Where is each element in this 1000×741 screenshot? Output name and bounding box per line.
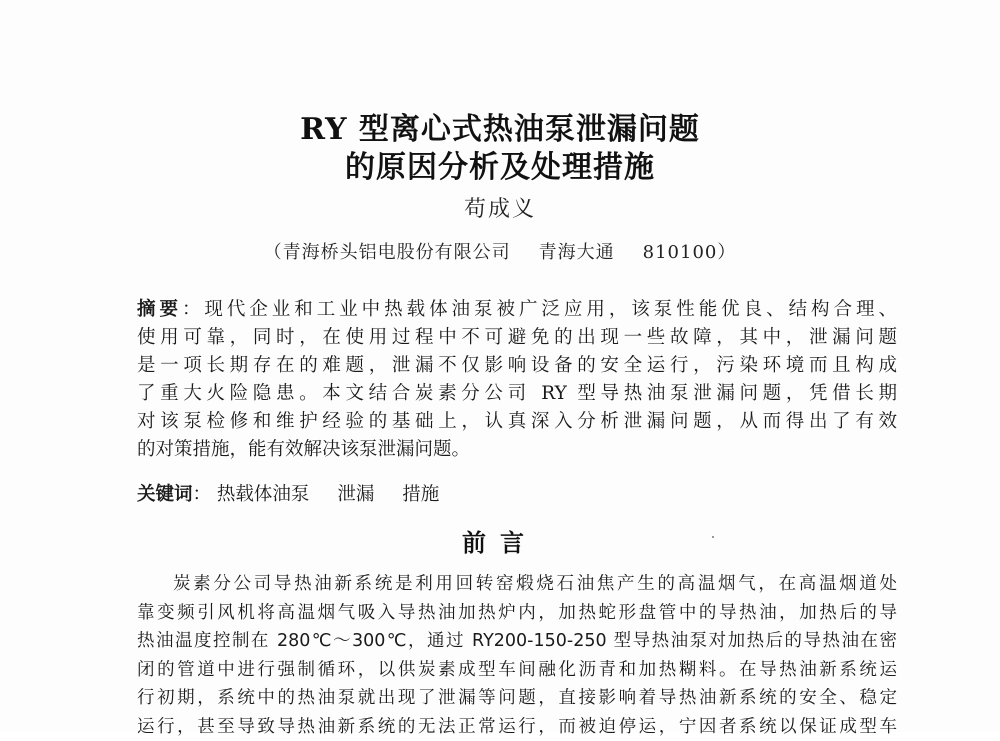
section-body-preface	[137, 570, 897, 741]
keywords-label: 关键词	[137, 484, 193, 505]
abstract-line: 了重大火险隐患。本文结合炭素分公司 RY 型导热油泵泄漏问题，凭借长期	[137, 380, 897, 408]
affiliation-postcode: 810100	[643, 242, 718, 263]
body-line: 热油温度控制在 280℃～300℃，通过 RY200-150-250 型导热油泵对加热后的导热油在密	[137, 627, 897, 656]
abstract-line: 是一项长期存在的难题，泄漏不仅影响设备的安全运行，污染环境而且构成	[137, 352, 897, 380]
abstract-line: 对该泵检修和维护经验的基础上，认真深入分析泄漏问题，从而得出了有效	[137, 408, 897, 436]
abstract-line: 摘要：现代企业和工业中热载体油泵被广泛应用，该泵性能优良、结构合理、	[137, 296, 897, 324]
keyword-item: 热载体油泵	[217, 484, 310, 505]
keyword-item: 泄漏	[337, 484, 374, 505]
section-heading-preface: 前言	[0, 523, 1000, 558]
body-line: 运行，甚至导致导热油新系统的无法正常运行，而被迫停运，宁因者系统以保证成型车	[137, 713, 897, 741]
keywords-colon: ：	[193, 484, 212, 505]
body-line: 闭的管道中进行强制循环，以供炭素成型车间融化沥青和加热糊料。在导热油新系统运	[137, 656, 897, 685]
abstract-line: 的对策措施，能有效解决该泵泄漏问题。	[137, 436, 897, 464]
body-line: 靠变频引风机将高温烟气吸入导热油加热炉内，加热蛇形盘管中的导热油，加热后的导	[137, 599, 897, 628]
abstract	[137, 296, 897, 464]
abstract-label: 摘要	[137, 299, 182, 320]
paper-title-line-1: RY 型离心式热油泵泄漏问题	[0, 104, 1000, 148]
body-line: 炭素分公司导热油新系统是利用回转窑煅烧石油焦产生的高温烟气，在高温烟道处	[137, 570, 897, 599]
keyword-item: 措施	[402, 484, 439, 505]
affiliation-close-paren: ）	[717, 242, 736, 263]
paper-title-line-2: 的原因分析及处理措施	[0, 142, 1000, 186]
author-name: 苟成义	[0, 192, 1000, 223]
body-line: 行初期，系统中的热油泵就出现了泄漏等问题，直接影响着导热油新系统的安全、稳定	[137, 684, 897, 713]
keywords	[137, 481, 461, 509]
affiliation-open-paren: （	[264, 242, 283, 263]
author-affiliation	[0, 238, 1000, 264]
affiliation-organization: 青海桥头铝电股份有限公司	[283, 242, 511, 263]
abstract-colon: ：	[182, 299, 204, 320]
affiliation-location: 青海大通	[539, 242, 615, 263]
abstract-line: 使用可靠，同时，在使用过程中不可避免的出现一些故障，其中，泄漏问题	[137, 324, 897, 352]
